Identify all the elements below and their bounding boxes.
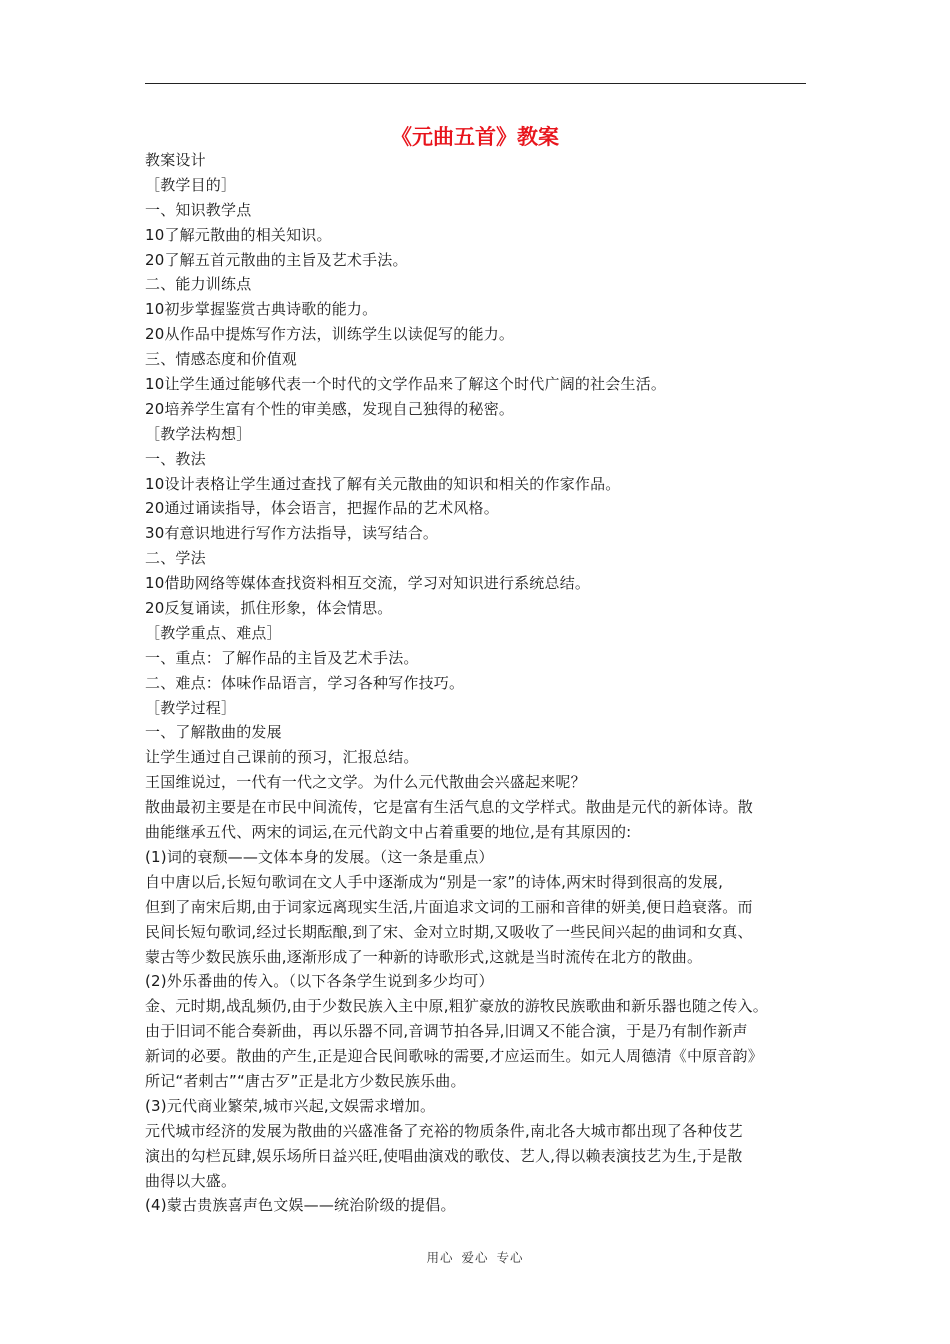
body-line: ［教学法构想］ (145, 424, 252, 443)
body-line: 20通过诵读指导，体会语言，把握作品的艺术风格。 (145, 499, 499, 518)
body-line: 演出的勾栏瓦肆,娱乐场所日益兴旺,使唱曲演戏的歌伎、艺人,得以赖表演技艺为生,于是散 (145, 1146, 743, 1165)
body-line: 让学生通过自己课前的预习，汇报总结。 (145, 748, 419, 767)
body-line: 10借助网络等媒体查找资料相互交流，学习对知识进行系统总结。 (145, 574, 591, 593)
body-line: ［教学目的］ (145, 175, 237, 194)
body-line: 三、情感态度和价值观 (145, 350, 298, 369)
body-line: 蒙古等少数民族乐曲,逐渐形成了一种新的诗歌形式,这就是当时流传在北方的散曲。 (145, 947, 703, 966)
header-rule (145, 83, 806, 84)
body-line: 一、重点：了解作品的主旨及艺术手法。 (145, 648, 419, 667)
body-line: 散曲最初主要是在市民中间流传，它是富有生活气息的文学样式。散曲是元代的新体诗。散 (145, 798, 754, 817)
body-line: 二、学法 (145, 549, 206, 568)
body-line: 20培养学生富有个性的审美感，发现自己独得的秘密。 (145, 399, 515, 418)
body-line: 二、能力训练点 (145, 275, 252, 294)
body-line: 二、难点：体味作品语言，学习各种写作技巧。 (145, 673, 465, 692)
body-line: 所记“者剌古”“唐古歹”正是北方少数民族乐曲。 (145, 1071, 466, 1090)
body-line: 10让学生通过能够代表一个时代的文学作品来了解这个时代广阔的社会生活。 (145, 375, 667, 394)
body-line: (4)蒙古贵族喜声色文娱——统治阶级的提倡。 (145, 1196, 456, 1215)
body-line: 一、知识教学点 (145, 200, 252, 219)
body-line: ［教学过程］ (145, 698, 237, 717)
body-line: 新词的必要。散曲的产生,正是迎合民间歌咏的需要,才应运而生。如元人周德清《中原音韵》 (145, 1047, 763, 1066)
body-line: 20从作品中提炼写作方法，训练学生以读促写的能力。 (145, 325, 515, 344)
body-line: (1)词的衰颓——文体本身的发展。（这一条是重点） (145, 847, 494, 866)
body-line: 一、了解散曲的发展 (145, 723, 282, 742)
body-line: 10设计表格让学生通过查找了解有关元散曲的知识和相关的作家作品。 (145, 474, 621, 493)
body-line: 20反复诵读，抓住形象，体会情思。 (145, 599, 393, 618)
body-line: 王国维说过，一代有一代之文学。为什么元代散曲会兴盛起来呢？ (145, 773, 586, 792)
body-line: 20了解五首元散曲的主旨及艺术手法。 (145, 250, 408, 269)
body-line: (3)元代商业繁荣,城市兴起,文娱需求增加。 (145, 1096, 436, 1115)
body-line: 10了解元散曲的相关知识。 (145, 225, 332, 244)
body-line: 金、元时期,战乱频仍,由于少数民族入主中原,粗犷豪放的游牧民族歌曲和新乐器也随之传入。 (145, 997, 768, 1016)
body-line: 10初步掌握鉴赏古典诗歌的能力。 (145, 300, 378, 319)
body-line: 曲能继承五代、两宋的词运,在元代韵文中占着重要的地位,是有其原因的: (145, 823, 632, 842)
document-title: 《元曲五首》教案 (391, 125, 559, 149)
body-line: (2)外乐番曲的传入。（以下各条学生说到多少均可） (145, 972, 494, 991)
body-line: 自中唐以后,长短句歌词在文人手中逐渐成为“别是一家”的诗体,两宋时得到很高的发展, (145, 872, 724, 891)
body-line: 一、教法 (145, 449, 206, 468)
body-line: 由于旧词不能合奏新曲，再以乐器不同,音调节拍各异,旧调又不能合演，于是乃有制作新声 (145, 1022, 748, 1041)
body-line: 30有意识地进行写作方法指导，读写结合。 (145, 524, 439, 543)
body-line: 教案设计 (145, 151, 206, 169)
body-line: 但到了南宋后期,由于词家远离现实生活,片面追求文词的工丽和音律的妍美,便日趋衰落。而 (145, 897, 753, 916)
body-line: ［教学重点、难点］ (145, 623, 282, 642)
page-footer: 用心 爱心 专心 (426, 1250, 524, 1265)
document-body (145, 148, 815, 1218)
body-line: 民间长短句歌词,经过长期酝酿,到了宋、金对立时期,又吸收了一些民间兴起的曲词和女真、 (145, 922, 753, 941)
body-line: 元代城市经济的发展为散曲的兴盛准备了充裕的物质条件,南北各大城市都出现了各种伎艺 (145, 1121, 743, 1140)
body-line: 曲得以大盛。 (145, 1171, 237, 1190)
